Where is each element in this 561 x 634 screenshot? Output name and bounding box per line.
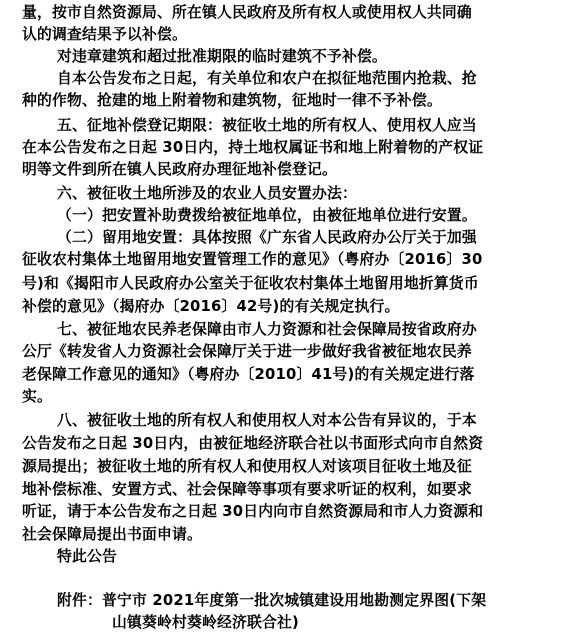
text-line: 补偿的意见》（揭府办〔2016〕42号)的有关规定执行。 <box>22 298 400 315</box>
text-line: 听证，请于本公告发布之日起 30日内向市自然资源局和市人力资源和 <box>22 503 484 520</box>
text-line: 量，按市自然资源局、所在镇人民政府及所有权人或使用权人共同确 <box>22 4 472 21</box>
text-line: 种的作物、抢建的地上附着物和建筑物，征地时一律不予补偿。 <box>22 92 442 109</box>
text-line: 六、被征收土地所涉及的农业人员安置办法： <box>57 185 357 202</box>
text-line: 地补偿标准、安置方式、社会保障等事项有要求听证的权利，如要求 <box>22 481 472 498</box>
text-line: 老保障工作意见的通知》（粤府办〔2010〕41号)的有关规定进行落 <box>22 366 475 383</box>
text-line: 明等文件到所在镇人民政府办理征地补偿登记。 <box>22 161 337 178</box>
text-line: 八、被征收土地的所有权人和使用权人对本公告有异议的，于本 <box>57 412 477 429</box>
text-line: 在本公告发布之日起 30日内，持土地权属证书和地上附着物的产权证 <box>22 139 484 156</box>
text-line: 七、被征地农民养老保障由市人力资源和社会保障局按省政府办 <box>57 321 477 338</box>
text-line: （二）留用地安置：具体按照《广东省人民政府办公厅关于加强 <box>57 229 477 246</box>
text-line: 号)和《揭阳市人民政府办公室关于征收农村集体土地留用地折算货币 <box>22 275 479 292</box>
attachment-line: 山镇葵岭村葵岭经济联合社) <box>112 614 299 631</box>
text-line: 五、征地补偿登记期限：被征收土地的所有权人、使用权人应当 <box>57 117 477 134</box>
text-line: 对违章建筑和超过批准期限的临时建筑不予补偿。 <box>57 48 387 65</box>
text-line: （一）把安置补助费拨给被征地单位，由被征地单位进行安置。 <box>57 207 477 224</box>
closing-text: 特此公告 <box>57 548 117 565</box>
attachment-line: 附件：普宁市 2021年度第一批次城镇建设用地勘测定界图(下架 <box>57 592 487 609</box>
text-line: 源局提出；被征收土地的所有权人和使用权人对该项目征收土地及征 <box>22 458 472 475</box>
text-line: 自本公告发布之日起，有关单位和农户在拟征地范围内抢栽、抢 <box>57 70 477 87</box>
text-line: 社会保障局提出书面申请。 <box>22 526 202 543</box>
text-line: 实。 <box>22 388 52 405</box>
text-line: 认的调查结果予以补偿。 <box>22 26 187 43</box>
text-line: 征收农村集体土地留用地安置管理工作的意见》（粤府办〔2016〕30 <box>22 251 483 268</box>
text-line: 公厅《转发省人力资源社会保障厅关于进一步做好我省被征地农民养 <box>22 343 472 360</box>
text-line: 公告发布之日起 30日内，由被征地经济联合社以书面形式向市自然资 <box>22 435 484 452</box>
